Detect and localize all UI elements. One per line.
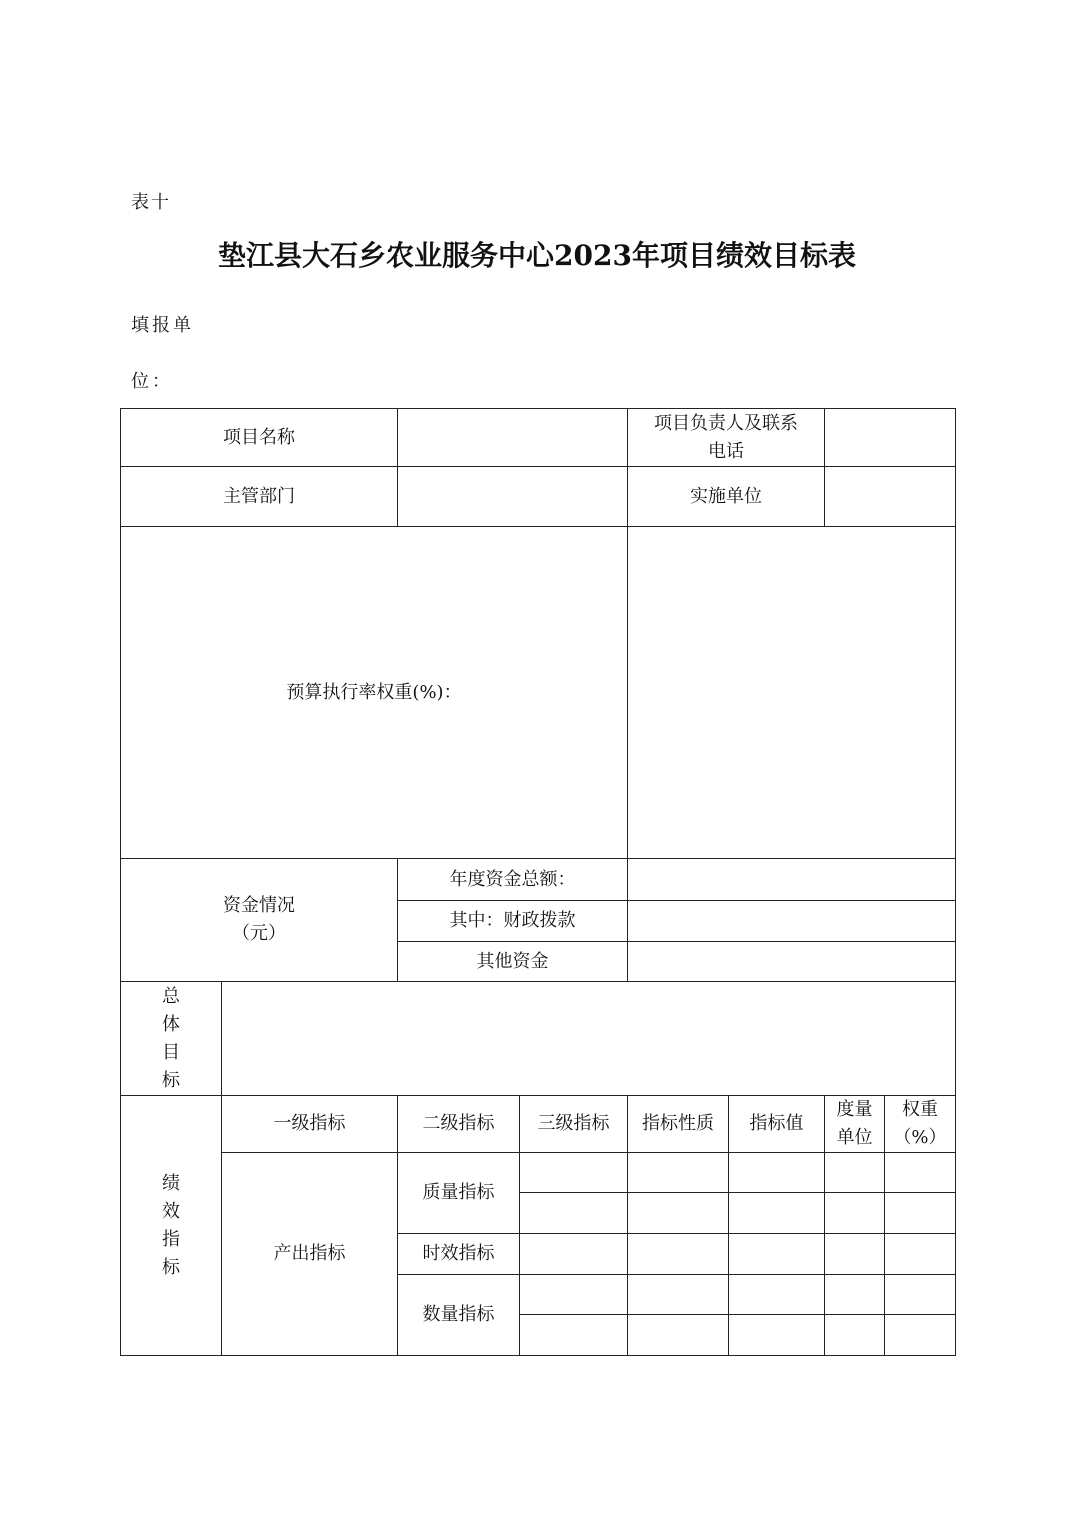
indicator-cell[interactable] — [628, 1234, 729, 1275]
indicator-cell[interactable] — [628, 1275, 729, 1315]
indicator-cell[interactable] — [825, 1315, 885, 1356]
annual-total-row — [121, 859, 956, 901]
fiscal-label: 其中：财政拨款 — [398, 901, 628, 942]
overall-goal-field[interactable] — [222, 982, 956, 1096]
quality-indicator-label: 质量指标 — [398, 1153, 520, 1234]
indicator-cell[interactable] — [520, 1193, 628, 1234]
indicator-cell[interactable] — [885, 1275, 956, 1315]
indicator-header-row — [121, 1096, 956, 1153]
indicator-cell[interactable] — [520, 1315, 628, 1356]
indicator-cell[interactable] — [729, 1234, 825, 1275]
indicator-cell[interactable] — [825, 1275, 885, 1315]
header-unit-line2: 单位 — [836, 1127, 873, 1148]
indicator-cell[interactable] — [729, 1193, 825, 1234]
header-nature: 指标性质 — [628, 1096, 729, 1153]
project-leader-label — [628, 409, 825, 467]
budget-rate-label: 预算执行率权重(%)： — [121, 527, 628, 859]
output-indicator-label: 产出指标 — [222, 1153, 398, 1356]
project-leader-field[interactable] — [825, 409, 956, 467]
dept-row — [121, 467, 956, 527]
indicator-cell[interactable] — [729, 1153, 825, 1193]
header-weight — [885, 1096, 956, 1153]
indicator-cell[interactable] — [885, 1315, 956, 1356]
quantity-indicator-label: 数量指标 — [398, 1275, 520, 1356]
timeliness-indicator-label: 时效指标 — [398, 1234, 520, 1275]
funds-label — [121, 859, 398, 982]
other-funds-field[interactable] — [628, 942, 956, 982]
other-funds-label: 其他资金 — [398, 942, 628, 982]
indicator-cell[interactable] — [628, 1315, 729, 1356]
indicator-cell[interactable] — [520, 1275, 628, 1315]
funds-label-line1: 资金情况 — [223, 895, 295, 916]
dept-field[interactable] — [398, 467, 628, 527]
indicator-cell[interactable] — [825, 1193, 885, 1234]
header-level1: 一级指标 — [222, 1096, 398, 1153]
budget-rate-row — [121, 527, 956, 859]
table-number-label: 表十 — [131, 192, 171, 213]
page-title: 垫江县大石乡农业服务中心2023年项目绩效目标表 — [218, 239, 856, 272]
fill-unit-label-line2: 位： — [131, 371, 173, 392]
indicator-cell[interactable] — [520, 1234, 628, 1275]
overall-goal-label — [121, 982, 222, 1096]
overall-goal-row — [121, 982, 956, 1096]
annual-total-label: 年度资金总额： — [398, 859, 628, 901]
annual-total-field[interactable] — [628, 859, 956, 901]
perf-label-text: 绩效指标 — [162, 1172, 180, 1278]
header-weight-line1: 权重 — [902, 1099, 938, 1120]
overall-goal-label-text: 总体目标 — [162, 985, 180, 1091]
budget-rate-field[interactable] — [628, 527, 956, 859]
project-name-label: 项目名称 — [121, 409, 398, 467]
table-row — [121, 1153, 956, 1193]
impl-unit-label: 实施单位 — [628, 467, 825, 527]
perf-label — [121, 1096, 222, 1356]
header-level2: 二级指标 — [398, 1096, 520, 1153]
indicator-cell[interactable] — [885, 1234, 956, 1275]
indicator-cell[interactable] — [825, 1153, 885, 1193]
indicator-cell[interactable] — [729, 1315, 825, 1356]
dept-label: 主管部门 — [121, 467, 398, 527]
header-value: 指标值 — [729, 1096, 825, 1153]
indicator-cell[interactable] — [729, 1275, 825, 1315]
indicator-cell[interactable] — [628, 1153, 729, 1193]
indicator-cell[interactable] — [628, 1193, 729, 1234]
header-unit — [825, 1096, 885, 1153]
header-weight-line2: （%） — [893, 1127, 947, 1148]
impl-unit-field[interactable] — [825, 467, 956, 527]
performance-target-table — [120, 408, 956, 1356]
funds-label-line2: （元） — [232, 923, 286, 944]
header-level3: 三级指标 — [520, 1096, 628, 1153]
project-name-field[interactable] — [398, 409, 628, 467]
fill-unit-label-line1: 填报单 — [131, 315, 194, 336]
project-name-row — [121, 409, 956, 467]
indicator-cell[interactable] — [885, 1193, 956, 1234]
fiscal-field[interactable] — [628, 901, 956, 942]
indicator-cell[interactable] — [520, 1153, 628, 1193]
header-unit-line1: 度量 — [836, 1099, 873, 1120]
indicator-cell[interactable] — [825, 1234, 885, 1275]
project-leader-label-text: 项目负责人及联系电话 — [654, 412, 798, 462]
indicator-cell[interactable] — [885, 1153, 956, 1193]
